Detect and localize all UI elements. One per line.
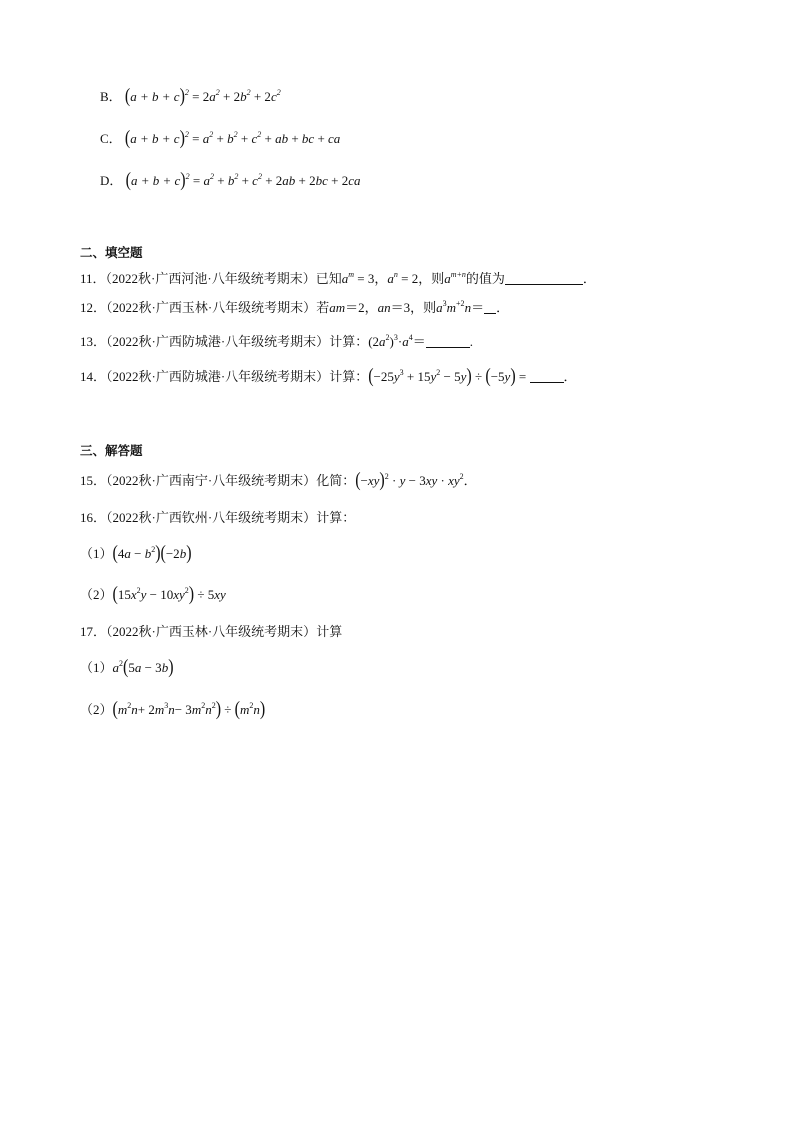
question-source: （2022秋·广西河池·八年级统考期末） [105,271,316,286]
question-16-part-1 [80,542,192,564]
option-label: C． [100,131,122,146]
question-number: 13． [80,334,107,349]
question-source: （2022秋·广西南宁·八年级统考期末） [106,473,317,488]
formula: $(-25y^3 + 15y^2 - 5y) \div (-5y)$ = [368,365,527,387]
question-text: 若 [316,300,330,315]
question-16-part-2 [80,583,226,605]
formula: $(4a - b^2)(-2b)$ [112,542,192,564]
option-b [100,85,281,107]
formula: an＝3 [377,300,411,315]
question-source: （2022秋·广西防城港·八年级统考期末） [106,334,330,349]
option-label: D． [100,173,123,188]
question-text: ，则 [410,300,437,315]
question-text: 化简： [316,473,356,488]
formula: $a^{m+n}$ [444,270,466,286]
option-label: B． [100,89,122,104]
question-source: （2022秋·广西玉林·八年级统考期末） [106,624,317,639]
question-text: 计算 [316,624,343,639]
question-text: 计算： [329,369,369,384]
question-17-part-2 [80,698,266,720]
question-text: 已知 [315,271,342,286]
question-text: ． [496,300,510,315]
question-source: （2022秋·广西防城港·八年级统考期末） [106,369,330,384]
question-text: ， [374,271,388,286]
question-15 [80,469,477,491]
question-12 [80,299,509,317]
formula: $(a + b + c)^2 = a^2 + b^2 + c^2$ + ab + bc + ca [124,127,341,149]
question-source: （2022秋·广西钦州·八年级统考期末） [106,510,317,525]
question-text: 计算： [316,510,356,525]
formula: $(15x^2y - 10xy^2) \div 5xy$ [112,583,226,605]
answer-blank[interactable] [426,335,470,348]
sub-question-number: （1） [80,660,113,675]
question-17-part-1 [80,656,174,678]
question-text: ． [463,473,477,488]
question-16 [80,509,355,527]
question-number: 14． [80,369,107,384]
question-14 [80,365,577,387]
question-text: ，则 [418,271,445,286]
answer-blank[interactable] [484,301,496,314]
question-text: ． [563,369,577,384]
formula: $a^3m^{+2}n=$ [436,299,485,315]
sub-question-number: （1） [80,546,113,561]
question-13 [80,333,473,351]
option-d [100,169,361,191]
formula: $a^n = 2$ [387,270,419,286]
question-text: ． [582,271,596,286]
question-number: 15． [80,473,107,488]
question-text: 计算： [329,334,369,349]
question-number: 12． [80,300,107,315]
sub-question-number: （2） [80,587,113,602]
formula: $(2a^2)^3\cdot a^4=$ [368,333,426,349]
formula: $(a + b + c)^2 = a^2 + b^2 + c^2 + 2ab + 2bc + 2ca$ [125,169,361,191]
question-number: 11． [80,271,106,286]
formula: $(a + b + c)^2 = 2a^2 + 2b^2 + 2c^2$ [124,85,281,107]
formula: am＝2 [329,300,365,315]
question-17 [80,623,342,641]
option-c [100,127,341,149]
question-text: 的值为 [465,271,505,286]
question-11 [80,270,596,288]
sub-question-number: （2） [80,702,113,717]
formula: $(-xy)^2 \cdot y - 3xy \cdot xy^2$ [355,469,464,491]
formula: $(m^2n+ 2m^3n- 3m^2n^2) \div (m^2n)$ [112,698,266,720]
formula: $a^2(5a - 3b)$ [112,656,174,678]
section-title-fill: 二、填空题 [80,245,143,260]
formula: $a^m = 3$ [341,270,375,286]
answer-blank[interactable] [505,272,583,285]
question-number: 17． [80,624,107,639]
answer-blank[interactable] [530,370,564,383]
question-source: （2022秋·广西玉林·八年级统考期末） [106,300,317,315]
question-text: . [469,334,473,349]
section-title-solve: 三、解答题 [80,443,143,458]
question-text: ， [364,300,378,315]
question-number: 16． [80,510,107,525]
